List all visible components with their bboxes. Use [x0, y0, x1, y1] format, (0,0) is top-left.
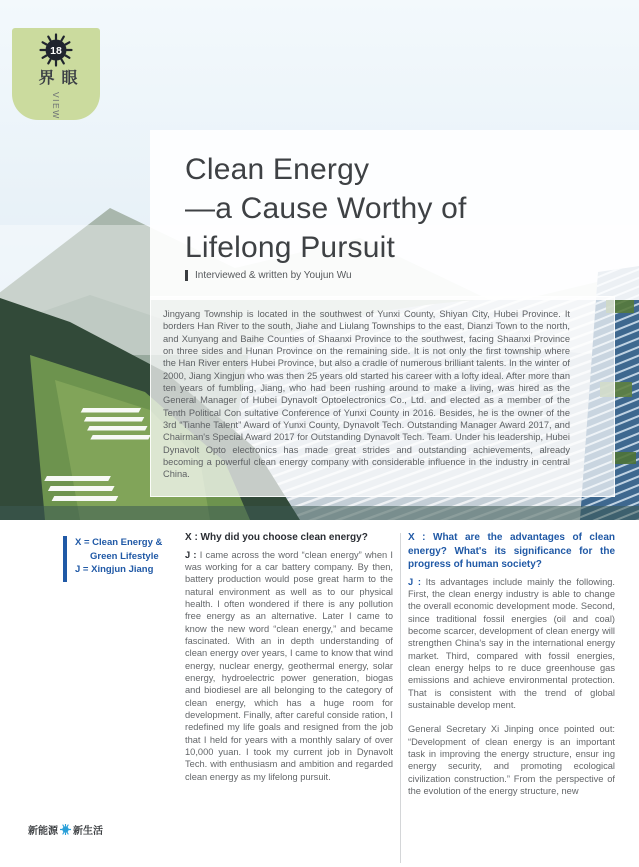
section-title-en: VIEW — [51, 92, 61, 120]
qa-column-1 — [185, 531, 393, 783]
column-divider — [400, 533, 401, 863]
legend-line-1: X = Clean Energy & — [75, 537, 163, 548]
legend — [75, 536, 185, 577]
section-tab — [12, 28, 100, 120]
byline-bar — [185, 270, 188, 281]
intro-paragraph: Jingyang Township is located in the southwest of Yunxi County, Shiyan City, Hubei Province. It borders Han River to the south, Jiahe and Liulang Townships to the east, Dianzi Town to the north, and Xunyang and Baihe Counties of Shaanxi Province to the southwest, facing Shaanxi Province on three sides and Hunan Province on the remaining side. It is not only the first township where the Han River enters Hubei Province, but also a cradle of numerous brilliant talents. In the winter of 2000, Jiang Xingjun who was then 25 years old started his career with a lofty ideal. After more than ten years of fumbling, Jiang, who had been rushing around to make a living, was hired as the General Manager of Hubei Dynavolt Optoelectronics Co., Ltd. and elected as a member of the Tenth Political Con sultative Conference of Yunxi County in 2016. Besides, he is the owner of the 3rd “Tianhe Talent” Award of Yunxi County, Dynavolt Tech. Outstanding Manager Award 2017, and Chairman's Special Award 2017 for Outstanding Dynavolt Tech. Team. Under his leadership, Hubei Dynavolt Opto electronics has made great strides and outstanding achievements, already becoming a powerful clean energy company with considerable influence in the industry in central China. — [163, 309, 570, 480]
answer-2-text: Its advantages include mainly the following. First, the clean energy industry is able to change the overall economic development mode. Second, since traditional fossil energies (oil and coal) become scarcer, development of clean energy will strengthen China's say in the international energy market. Third, compared with fossil energies, clean energy helps to re duce greenhouse gas emissions and achieve environmental protection. That is consistent with the trend of global sustainable develop ment. — [408, 576, 616, 710]
answer-1-text: I came across the word “clean energy” when I was working for a car battery company. By then, battery production would pose great harm to the natural environment as well as to our physical health. I often wondered if there is any pollution free energy as an alternative. Later I came to know the new word “clean energy,” and became fascinated. With an in depth understanding of clean energy over years, I came to know that wind energy, nuclear energy, geothermal energy, solar energy, hydroelectric power generation, biogas and biodiesel are all belonging to the category of clean energy, which has a huge room for development. Finally, after careful conside ration, I redefined my life goals and resigned from the job that I held for years with a monthly salary of over 10,000 yuan. I took my current job in Dynavolt Tech. with enthusiasm and ambition and regarded clean energy as my lifelong pursuit. — [185, 549, 393, 782]
answer-1-prefix: J : — [185, 549, 200, 560]
article-title-line3: Lifelong Pursuit — [185, 231, 395, 264]
footer-logo-left: 新能源 — [28, 826, 58, 837]
question-2: X : What are the advantages of clean energy? What's its significance for the progress of human society? — [408, 532, 615, 570]
answer-2-para2: General Secretary Xi Jinping once pointed out: “Development of clean energy is an important task in improving the energy structure, ensur ing energy security, and promoting ecological civilization construction.” From the perspective of the evolution of the energy structure, new — [408, 724, 615, 796]
article-title — [185, 150, 605, 267]
legend-line-3: J = Xingjun Jiang — [75, 564, 154, 575]
page-number: 18 — [50, 45, 62, 57]
answer-2-prefix: J : — [408, 576, 426, 587]
article-title-line1: Clean Energy — [185, 153, 370, 186]
legend-bar — [63, 536, 67, 582]
answer-2-para1 — [408, 576, 615, 712]
legend-line-2: Green Lifestyle — [90, 550, 159, 562]
page-number-sun-icon — [39, 33, 73, 67]
question-1: X : Why did you choose clean energy? — [185, 532, 368, 543]
byline-text: Interviewed & written by Youjun Wu — [195, 270, 352, 281]
footer-logo — [28, 822, 103, 837]
article-title-line2: —a Cause Worthy of — [185, 192, 467, 225]
footer-sun-icon — [60, 824, 71, 835]
byline — [185, 270, 352, 281]
qa-column-2 — [408, 531, 615, 797]
footer-logo-right: 新生活 — [73, 826, 103, 837]
answer-1 — [185, 549, 393, 784]
section-title-cn: 眼界 — [36, 69, 76, 87]
